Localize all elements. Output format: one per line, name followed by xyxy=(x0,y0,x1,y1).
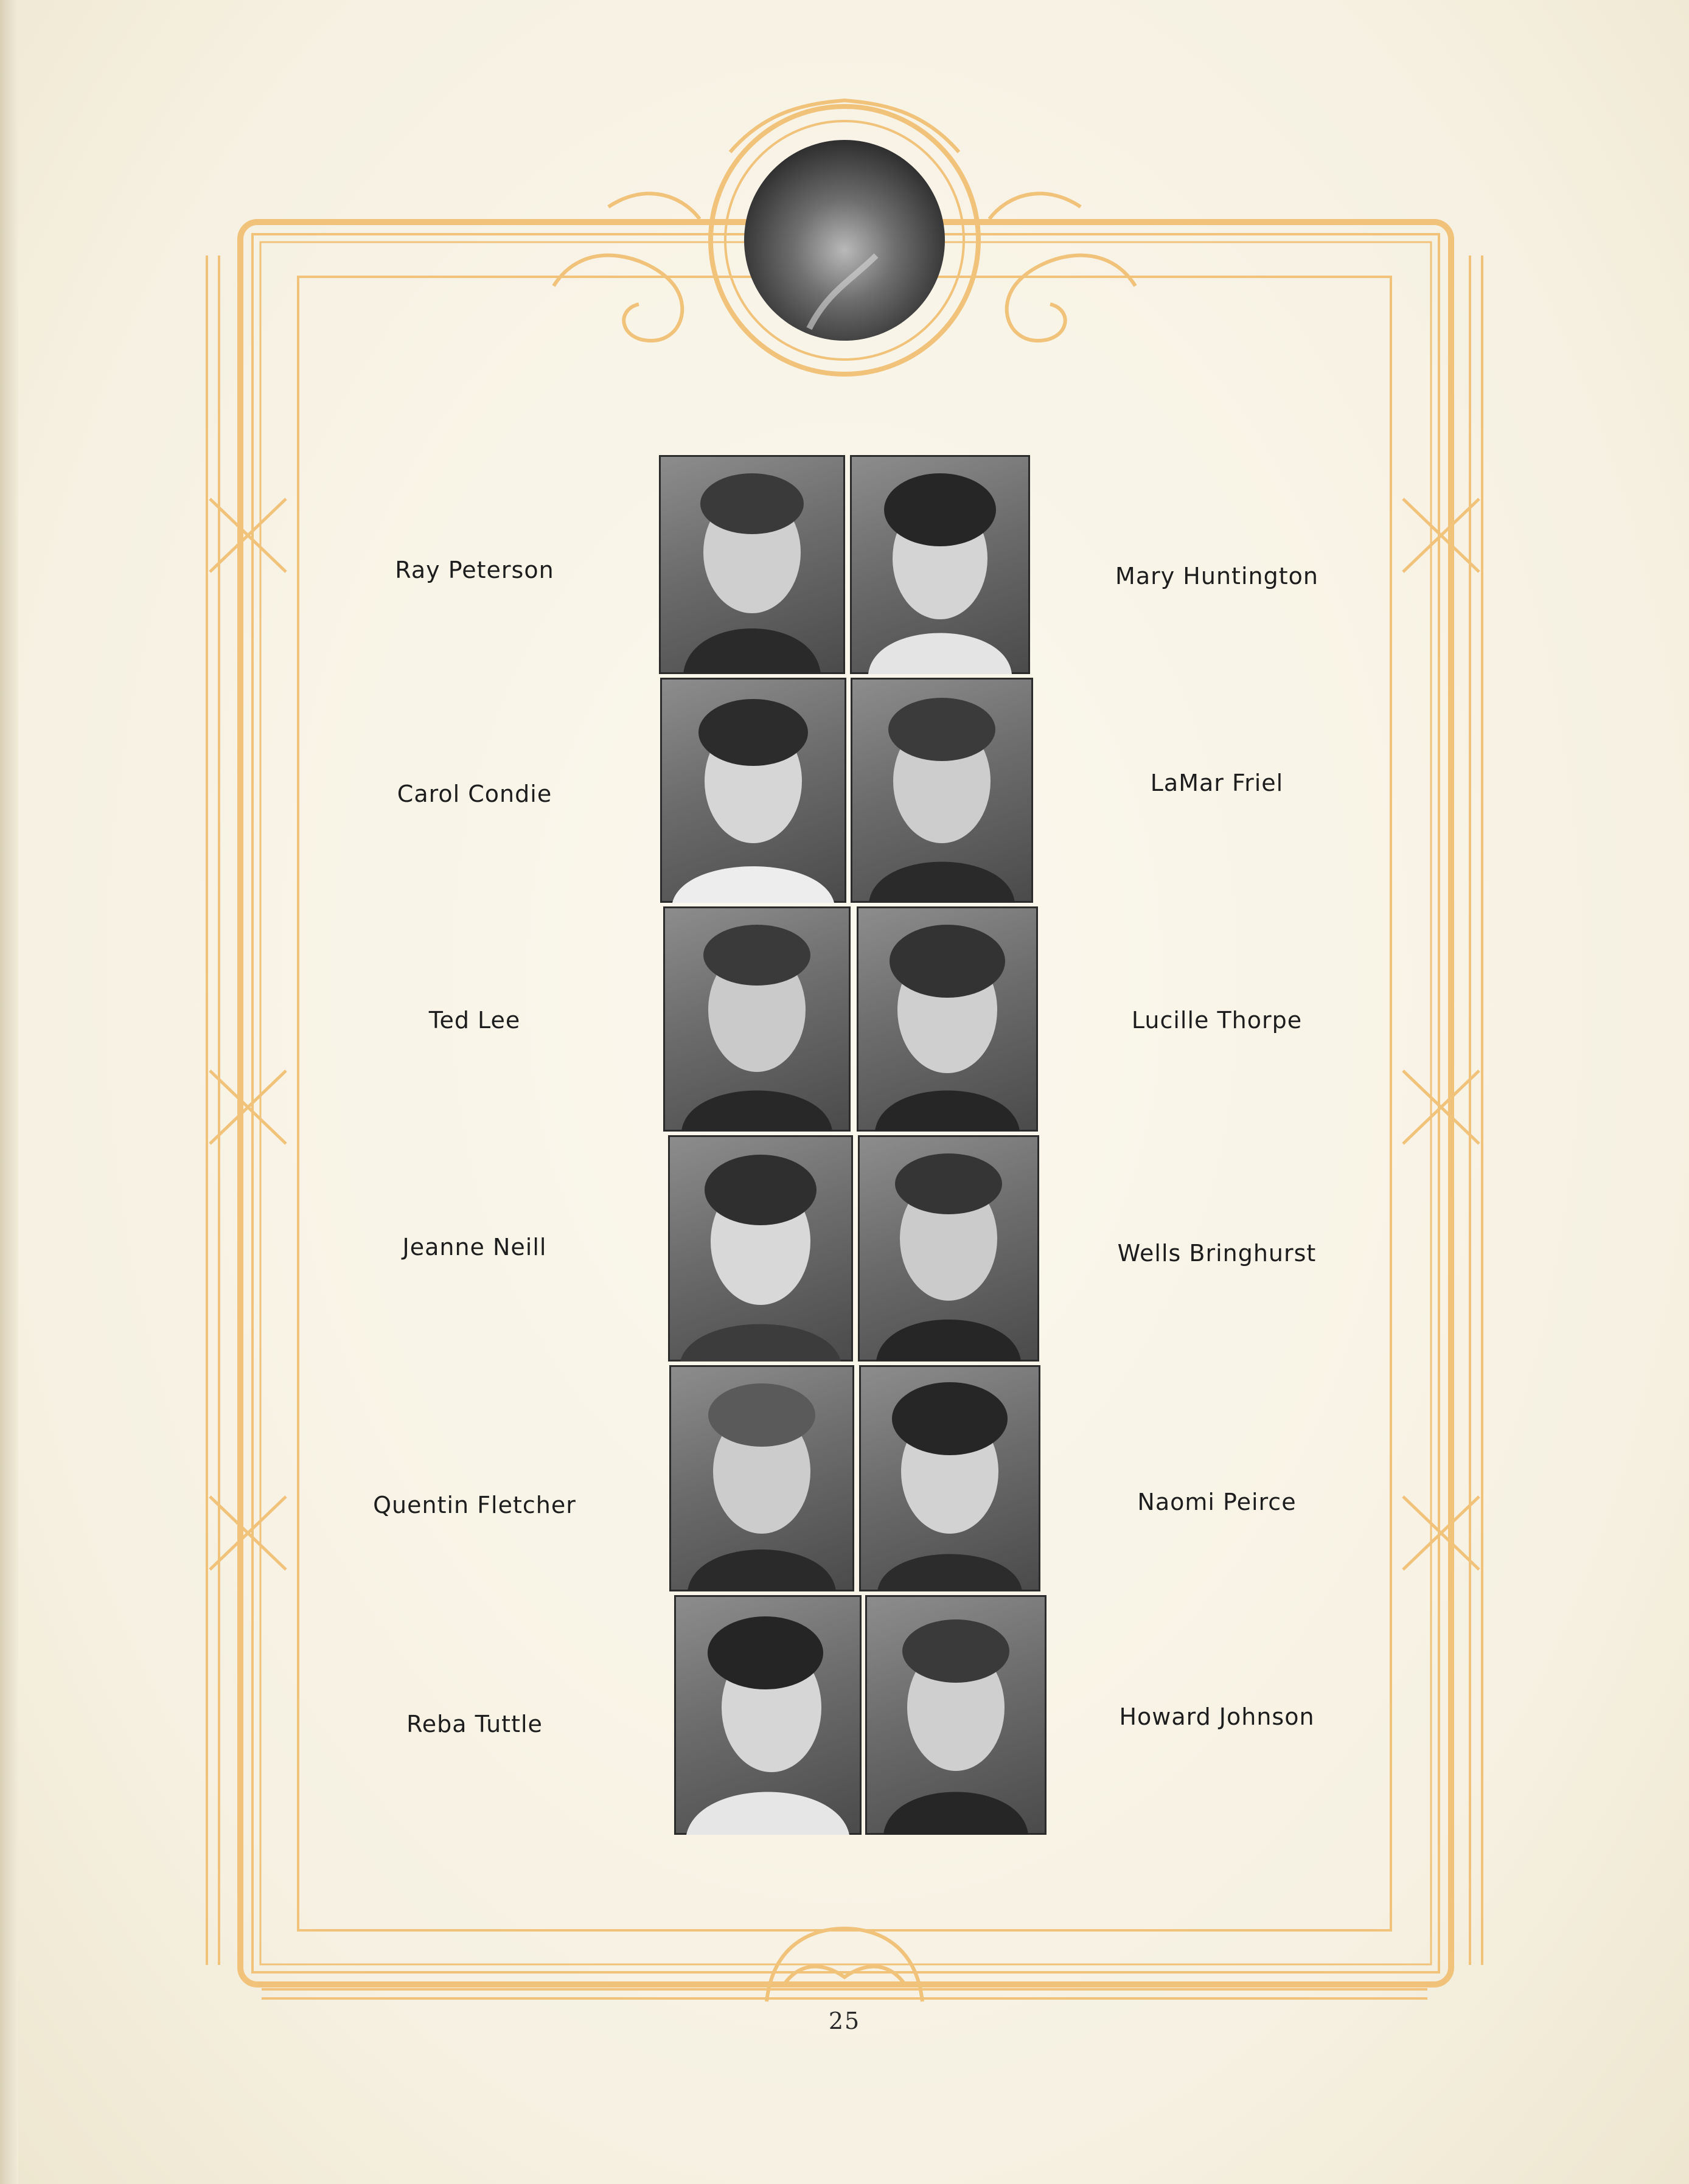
student-name-left: Ted Lee xyxy=(428,1007,521,1034)
portrait-photo xyxy=(668,1135,853,1362)
student-name-right: LaMar Friel xyxy=(1150,770,1284,796)
portrait-photo xyxy=(663,906,851,1132)
student-name-left: Carol Condie xyxy=(397,781,552,807)
portrait-photo xyxy=(660,678,846,903)
student-name-right: Lucille Thorpe xyxy=(1131,1007,1303,1034)
portrait-photo xyxy=(857,906,1038,1132)
page-number: 25 xyxy=(828,2008,861,2034)
portrait-photo xyxy=(858,1135,1039,1362)
student-name-left: Ray Peterson xyxy=(395,557,554,583)
portrait-photo xyxy=(669,1365,854,1591)
portrait-photo xyxy=(859,1365,1040,1591)
student-name-left: Jeanne Neill xyxy=(402,1234,547,1261)
portrait-photo xyxy=(865,1595,1046,1835)
student-name-right: Wells Bringhurst xyxy=(1117,1240,1317,1267)
student-name-right: Mary Huntington xyxy=(1115,563,1318,589)
student-name-right: Naomi Peirce xyxy=(1137,1489,1297,1515)
portrait-photo xyxy=(851,678,1033,903)
portrait-photo xyxy=(850,455,1030,674)
student-name-right: Howard Johnson xyxy=(1119,1703,1315,1730)
student-name-left: Reba Tuttle xyxy=(406,1711,543,1737)
portrait-photo xyxy=(674,1595,862,1835)
portrait-photo xyxy=(659,455,845,674)
landscape-medallion-photo xyxy=(744,140,945,341)
student-name-left: Quentin Fletcher xyxy=(373,1492,576,1518)
